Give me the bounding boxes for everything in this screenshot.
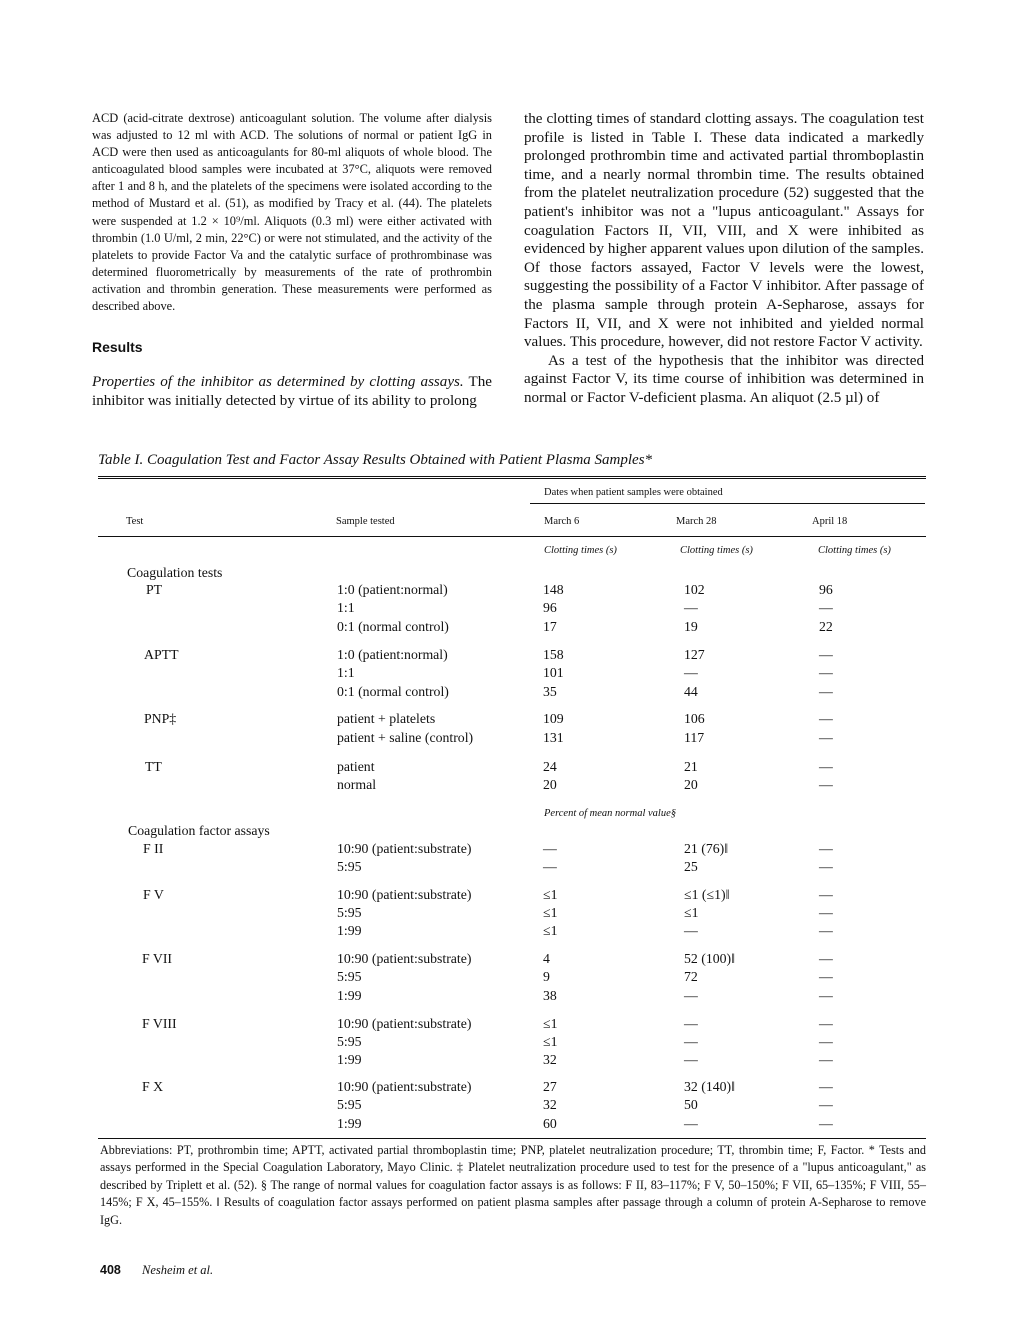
- clotting-unit-1: Clotting times (s): [544, 545, 617, 556]
- table-top-rule-2: [98, 478, 926, 479]
- table-cell-march6: ≤1: [543, 905, 558, 920]
- table-cell-april18: —: [819, 1116, 833, 1131]
- table-cell-march6: 101: [543, 665, 564, 680]
- table-cell-sample: 5:95: [337, 1034, 362, 1049]
- table-caption: Table I. Coagulation Test and Factor Assay Results Obtained with Patient Plasma Samples*: [98, 452, 653, 468]
- table-cell-april18: 22: [819, 619, 833, 634]
- table-cell-april18: 96: [819, 582, 833, 597]
- table-cell-sample: 1:99: [337, 988, 362, 1003]
- table-cell-march28: 21 (76)‖: [684, 841, 729, 856]
- clotting-unit-2: Clotting times (s): [680, 545, 753, 556]
- table-cell-sample: 10:90 (patient:substrate): [337, 1079, 472, 1094]
- table-cell-march6: 20: [543, 777, 557, 792]
- col-header-date-3: April 18: [812, 516, 848, 527]
- table-cell-march28: 117: [684, 730, 705, 745]
- table-cell-march28: 25: [684, 859, 698, 874]
- table-cell-april18: —: [819, 969, 833, 984]
- table-cell-march28: 52 (100)‖: [684, 951, 736, 966]
- table-cell-test: F X: [142, 1079, 164, 1094]
- table-cell-sample: normal: [337, 777, 377, 792]
- table-cell-april18: —: [819, 777, 833, 792]
- table-cell-sample: 5:95: [337, 1097, 362, 1112]
- right-paragraph-2: As a test of the hypothesis that the inhibitor was directed against Factor V, its time course of inhibition was determined in normal or Factor V-deficient plasma. An aliquot (2.5 µl) of: [524, 352, 924, 406]
- table-footnote: Abbreviations: PT, prothrombin time; APTT, activated partial thromboplastin time; PNP, platelet neutralization procedure; TT, thrombin time; F, Factor. * Tests and assays performed in the Special Coagulation Laboratory, Mayo Clinic. ‡ Platelet neutralization procedure used to test for the presence of a "lupus anticoagulant," as described by Triplett et al. (52). § The range of normal values for coagulation factor assays is as follows: F II, 83–117%; F V, 50–150%; F VII, 65–135%; F VIII, 55–145%; F X, 45–155%. ‖ Results of coagulation factor assays performed on patient plasma samples after passage through a column of protein A-Sepharose to remove IgG.: [100, 1143, 926, 1227]
- section-factor-assays: Coagulation factor assays: [128, 823, 270, 838]
- left-column: [92, 110, 492, 410]
- section-coagulation-tests: Coagulation tests: [127, 565, 223, 580]
- table-cell-sample: 10:90 (patient:substrate): [337, 1016, 472, 1031]
- table-cell-april18: —: [819, 887, 833, 902]
- table-cell-march6: 38: [543, 988, 557, 1003]
- table-cell-april18: —: [819, 711, 833, 726]
- table-cell-march6: 131: [543, 730, 564, 745]
- table-cell-test: F VIII: [142, 1016, 177, 1031]
- table-cell-march28: —: [684, 1116, 698, 1131]
- page-footer: [100, 1263, 213, 1278]
- table-cell-april18: —: [819, 951, 833, 966]
- table-cell-march6: ≤1: [543, 887, 558, 902]
- methods-paragraph: ACD (acid-citrate dextrose) anticoagulant solution. The volume after dialysis was adjusted to 12 ml with ACD. The solutions of normal or patient IgG in ACD were then used as anticoagulants for 80-ml aliquots of whole blood. The anticoagulated blood samples were incubated at 37°C, aliquots were removed after 1 and 8 h, and the platelets of the specimens were isolated according to the method of Mustard et al. (51), as modified by Tracy et al. (44). The platelets were suspended at 1.2 × 10⁹/ml. Aliquots (0.3 ml) were either activated with thrombin (1.0 U/ml, 2 min, 22°C) or were not stimulated, and the activity of the platelets to provide Factor Va and the catalytic surface of prothrombinase was determined fluorometrically by measurements of the rate of prothrombin activation and thrombin generation. These measurements were performed as described above.: [92, 111, 492, 314]
- table-cell-sample: 1:99: [337, 1116, 362, 1131]
- table-cell-sample: 5:95: [337, 969, 362, 984]
- table-cell-test: F VII: [142, 951, 173, 966]
- table-cell-sample: 10:90 (patient:substrate): [337, 887, 472, 902]
- table-cell-march6: ≤1: [543, 923, 558, 938]
- table-cell-april18: —: [819, 1016, 833, 1031]
- table-cell-march6: 109: [543, 711, 564, 726]
- table-cell-march28: —: [684, 1034, 698, 1049]
- results-heading: Results: [92, 339, 143, 356]
- header-rule: [98, 536, 926, 537]
- table-cell-march6: 60: [543, 1116, 557, 1131]
- table-cell-march28: —: [684, 665, 698, 680]
- table-cell-march6: ≤1: [543, 1016, 558, 1031]
- table-cell-march28: ≤1: [684, 905, 699, 920]
- page-number: 408: [100, 1263, 121, 1277]
- table-cell-march6: 24: [543, 759, 557, 774]
- table-cell-sample: 1:0 (patient:normal): [337, 647, 448, 662]
- table-cell-test: PT: [146, 582, 163, 597]
- table-cell-march6: ≤1: [543, 1034, 558, 1049]
- table-cell-sample: 1:99: [337, 923, 362, 938]
- table-cell-test: PNP‡: [144, 711, 177, 726]
- table-cell-test: APTT: [144, 647, 179, 662]
- table-cell-march28: —: [684, 1052, 698, 1067]
- table-cell-march6: 148: [543, 582, 564, 597]
- table-cell-april18: —: [819, 665, 833, 680]
- percent-unit: Percent of mean normal value§: [544, 808, 676, 819]
- table-cell-sample: 1:1: [337, 600, 355, 615]
- table-cell-march28: —: [684, 988, 698, 1003]
- table-cell-test: F II: [143, 841, 164, 856]
- table-cell-april18: —: [819, 988, 833, 1003]
- table-cell-april18: —: [819, 730, 833, 745]
- table-cell-march28: ≤1 (≤1)‖: [684, 887, 730, 902]
- table-cell-sample: 0:1 (normal control): [337, 684, 449, 699]
- table-cell-march28: —: [684, 923, 698, 938]
- table-top-rule: [98, 476, 926, 477]
- running-authors: Nesheim et al.: [141, 1263, 214, 1277]
- table-cell-march28: 32 (140)‖: [684, 1079, 736, 1094]
- spanner-rule: [530, 503, 925, 504]
- col-header-test: Test: [126, 516, 144, 527]
- table-cell-march6: 32: [543, 1052, 557, 1067]
- table-cell-april18: —: [819, 600, 833, 615]
- table-cell-sample: 5:95: [337, 905, 362, 920]
- table-cell-sample: 10:90 (patient:substrate): [337, 841, 472, 856]
- table-cell-april18: —: [819, 1052, 833, 1067]
- col-header-date-2: March 28: [676, 516, 717, 527]
- right-column: [524, 110, 924, 408]
- table-cell-april18: —: [819, 859, 833, 874]
- results-text: The inhibitor was initially detected by virtue of its ability to prolong: [92, 374, 492, 409]
- table-cell-march28: 72: [684, 969, 698, 984]
- table-cell-march28: 102: [684, 582, 705, 597]
- table-cell-test: F V: [143, 887, 164, 902]
- table-cell-march6: 35: [543, 684, 557, 699]
- table-cell-march28: 21: [684, 759, 698, 774]
- dates-spanner: Dates when patient samples were obtained: [544, 487, 723, 498]
- table-cell-march6: —: [543, 841, 557, 856]
- table-cell-march6: 27: [543, 1079, 557, 1094]
- table-cell-april18: —: [819, 1079, 833, 1094]
- table-cell-sample: patient + platelets: [337, 711, 436, 726]
- table-cell-march28: —: [684, 1016, 698, 1031]
- right-paragraph-1: the clotting times of standard clotting assays. The coagulation test profile is listed in Table I. These data indicated a markedly prolonged prothrombin time and activated partial thromboplastin time, and a nearly normal thrombin time. The results obtained from the platelet neutralization procedure (52) suggested that the patient's inhibitor was not a "lupus anticoagulant." Assays for coagulation Factors II, VII, VIII, and X were inhibited as evidenced by higher apparent values upon dilution of the samples. Of those factors assayed, Factor V levels were the lowest, suggesting the possibility of a Factor V inhibitor. After passage of the plasma sample through protein A-Sepharose, assays for Factors II, VII, and X were not inhibited and yielded normal values. This procedure, however, did not restore Factor V activity.: [524, 111, 924, 351]
- results-paragraph: [92, 373, 492, 410]
- col-header-date-1: March 6: [544, 516, 580, 527]
- table-cell-march6: 96: [543, 600, 557, 615]
- table-cell-march6: 17: [543, 619, 557, 634]
- table-cell-april18: —: [819, 905, 833, 920]
- table-cell-march6: 32: [543, 1097, 557, 1112]
- table-cell-april18: —: [819, 759, 833, 774]
- table-cell-april18: —: [819, 684, 833, 699]
- table-cell-march6: —: [543, 859, 557, 874]
- table-cell-sample: 1:1: [337, 665, 355, 680]
- table-cell-march6: 158: [543, 647, 564, 662]
- table-cell-sample: 1:0 (patient:normal): [337, 582, 448, 597]
- table-cell-march28: 20: [684, 777, 698, 792]
- table-cell-april18: —: [819, 1097, 833, 1112]
- table-cell-march28: 19: [684, 619, 698, 634]
- col-header-sample: Sample tested: [336, 516, 395, 527]
- table-cell-march6: 9: [543, 969, 550, 984]
- table-cell-march6: 4: [543, 951, 550, 966]
- results-subheading: Properties of the inhibitor as determined by clotting assays.: [92, 374, 464, 391]
- table-cell-march28: —: [684, 600, 698, 615]
- table-cell-sample: 0:1 (normal control): [337, 619, 449, 634]
- clotting-unit-3: Clotting times (s): [818, 545, 891, 556]
- table-cell-march28: 50: [684, 1097, 698, 1112]
- table-cell-sample: 1:99: [337, 1052, 362, 1067]
- table-cell-march28: 44: [684, 684, 698, 699]
- table-cell-march28: 127: [684, 647, 705, 662]
- table-cell-sample: patient + saline (control): [337, 730, 474, 745]
- table-cell-sample: patient: [337, 759, 375, 774]
- table-bottom-rule: [98, 1138, 926, 1139]
- table-cell-test: TT: [145, 759, 162, 774]
- table-cell-april18: —: [819, 647, 833, 662]
- table-cell-sample: 10:90 (patient:substrate): [337, 951, 472, 966]
- table-cell-march28: 106: [684, 711, 705, 726]
- table-cell-april18: —: [819, 1034, 833, 1049]
- table-cell-april18: —: [819, 923, 833, 938]
- table-cell-sample: 5:95: [337, 859, 362, 874]
- table-cell-april18: —: [819, 841, 833, 856]
